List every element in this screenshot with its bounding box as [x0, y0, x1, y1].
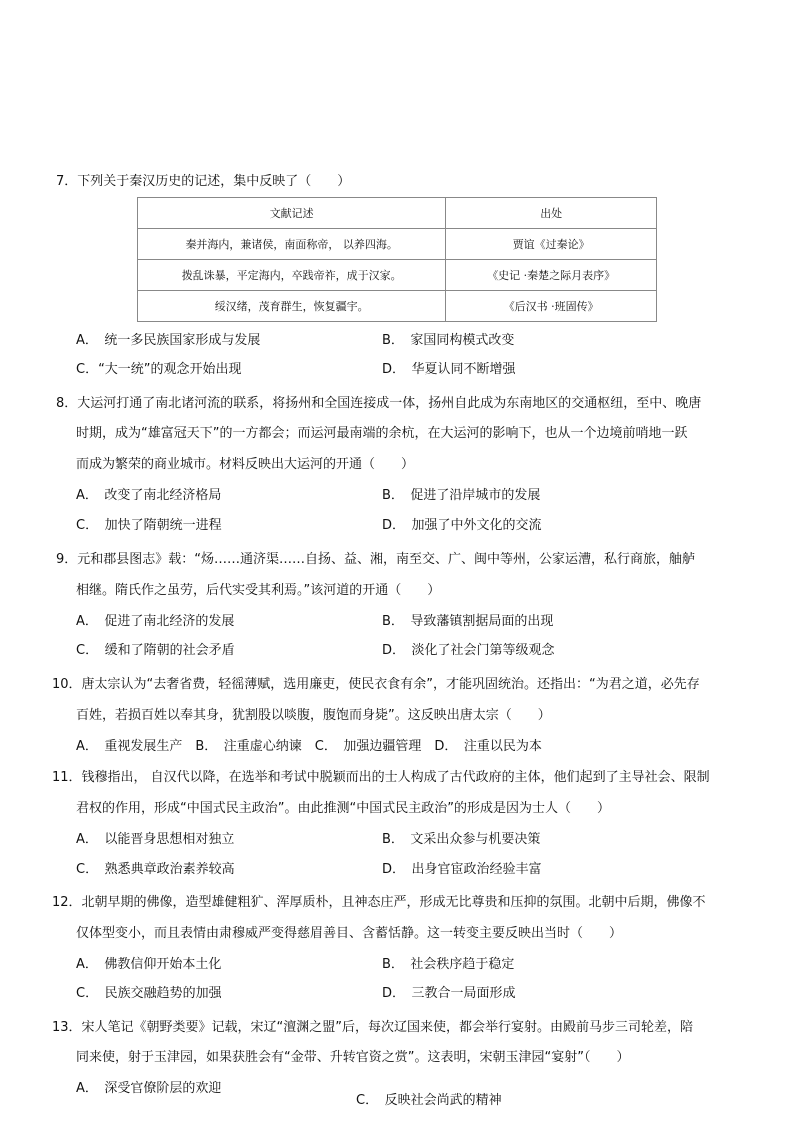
question-12-stem: 12．北朝早期的佛像，造型雄健粗犷、浑厚质朴，且神态庄严，形成无比尊贵和压抑的氛围。北朝中后期，佛像不: [52, 895, 706, 910]
question-7-option-b: B． 家国同构模式改变: [382, 333, 515, 348]
question-7-option-a: A． 统一多民族国家形成与发展: [76, 333, 261, 348]
question-12-stem-cont: 仅体型变小，而且表情由肃穆威严变得慈眉善目、含蓄恬静。这一转变主要反映出当时（ ）: [76, 926, 623, 941]
question-13-option-a: A． 深受官僚阶层的欢迎: [76, 1081, 222, 1096]
question-10-stem-cont: 百姓，若损百姓以奉其身，犹割股以啖腹，腹饱而身毙”。这反映出唐太宗（ ）: [76, 708, 551, 723]
table-cell: 《后汉书 ·班固传》: [446, 291, 657, 322]
question-13-option-c: C． 反映社会尚武的精神: [356, 1093, 502, 1108]
question-11-option-d: D． 出身官宦政治经验丰富: [382, 862, 542, 877]
table-header-text: 文献记述: [138, 198, 446, 229]
table-cell: 秦并海内，兼诸侯，南面称帝， 以养四海。: [138, 229, 446, 260]
question-11-stem-cont: 君权的作用，形成“中国式民主政治”。由此推测“中国式民主政治”的形成是因为士人（ ）: [76, 801, 610, 816]
table-cell: 贾谊《过秦论》: [446, 229, 657, 260]
question-8-stem: 8．大运河打通了南北诸河流的联系，将扬州和全国连接成一体，扬州自此成为东南地区的交通枢纽，至中、晚唐: [56, 396, 702, 411]
question-7-option-c: C．“大一统”的观念开始出现: [76, 362, 242, 377]
table-header-source: 出处: [446, 198, 657, 229]
table-row: [138, 291, 657, 322]
question-11-option-b: B． 文采出众参与机要决策: [382, 832, 541, 847]
question-12-option-a: A． 佛教信仰开始本土化: [76, 957, 222, 972]
question-11-option-a: A． 以能晋身思想相对独立: [76, 832, 235, 847]
table-row: [138, 260, 657, 291]
question-9-option-c: C． 缓和了隋朝的社会矛盾: [76, 643, 235, 658]
question-9-option-d: D． 淡化了社会门第等级观念: [382, 643, 555, 658]
question-8-option-a: A． 改变了南北经济格局: [76, 488, 222, 503]
table-header-row: [138, 198, 657, 229]
question-11-stem: 11．钱穆指出， 自汉代以降，在选举和考试中脱颖而出的士人构成了古代政府的主体，他们起到了主导社会、限制: [52, 770, 710, 785]
question-9-option-a: A． 促进了南北经济的发展: [76, 614, 235, 629]
question-9-option-b: B． 导致藩镇割据局面的出现: [382, 614, 554, 629]
table-row: [138, 229, 657, 260]
question-7-option-d: D． 华夏认同不断增强: [382, 362, 516, 377]
question-8-option-b: B． 促进了沿岸城市的发展: [382, 488, 541, 503]
question-8-stem-cont: 时期，成为“雄富冠天下”的一方都会；而运河最南端的余杭，在大运河的影响下，也从一个边境前哨地一跃: [76, 426, 688, 441]
question-12-option-b: B． 社会秩序趋于稳定: [382, 957, 515, 972]
question-10-options: A． 重视发展生产 B． 注重虚心纳谏 C． 加强边疆管理 D． 注重以民为本: [76, 739, 542, 754]
question-8-option-c: C． 加快了隋朝统一进程: [76, 518, 222, 533]
table-cell: 《史记 ·秦楚之际月表序》: [446, 260, 657, 291]
question-12-option-c: C． 民族交融趋势的加强: [76, 986, 222, 1001]
question-11-option-c: C． 熟悉典章政治素养较高: [76, 862, 235, 877]
question-13-stem: 13．宋人笔记《朝野类要》记载，宋辽“澶渊之盟”后，每次辽国来使，都会举行宴射。由殿前马步三司轮差，陪: [52, 1020, 694, 1035]
question-12-option-d: D． 三教合一局面形成: [382, 986, 516, 1001]
source-table: [137, 197, 657, 322]
table-cell: 绥汉绪，茂育群生，恢复疆宇。: [138, 291, 446, 322]
question-9-stem: 9．元和郡县图志》载：“炀……通济渠……自扬、益、湘，南至交、广、闽中等州，公家运漕，私行商旅，舳舻: [56, 552, 696, 567]
question-8-option-d: D． 加强了中外文化的交流: [382, 518, 542, 533]
question-13-stem-cont: 同来使，射于玉津园，如果获胜会有“金带、升转官资之赏”。这表明，宋朝玉津园“宴射”（ ）: [76, 1050, 630, 1065]
question-9-stem-cont: 相继。隋氏作之虽劳，后代实受其利焉。”该河道的开通（ ）: [76, 583, 441, 598]
table-cell: 拨乱诛暴，平定海内，卒践帝祚，成于汉家。: [138, 260, 446, 291]
question-7-stem: 7．下列关于秦汉历史的记述，集中反映了（ ）: [56, 174, 351, 189]
question-8-stem-cont: 而成为繁荣的商业城市。材料反映出大运河的开通（ ）: [76, 457, 415, 472]
question-10-stem: 10．唐太宗认为“去奢省费，轻徭薄赋，选用廉吏，使民衣食有余”，才能巩固统治。还指出：“为君之道，必先存: [52, 677, 700, 692]
